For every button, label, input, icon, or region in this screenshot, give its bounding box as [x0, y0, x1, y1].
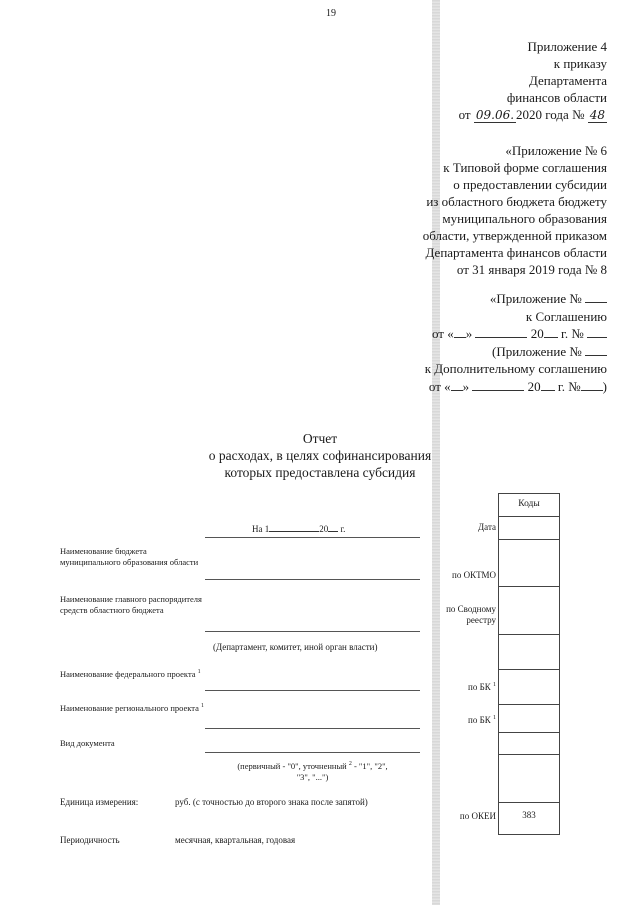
codes-cell-divider: [499, 669, 559, 670]
doc-type-hint: (первичный - "0", уточненный $^2$ - "1", "2", "3", "..."): [237, 760, 388, 782]
codes-cell-divider: [499, 586, 559, 587]
agreement-block: [425, 290, 607, 395]
unit-value: руб. (с точностью до второго знака после запятой): [175, 797, 368, 807]
agreement-line-6: от « » 20 г. № ): [428, 378, 607, 394]
federal-project-field: [205, 690, 420, 691]
bk-label-2: по БК $^1$: [468, 715, 496, 725]
appendix4-line: Департамента: [528, 73, 607, 88]
federal-project-label: Наименование федерального проекта $^1$: [60, 668, 201, 679]
manager-name-field: [205, 631, 420, 632]
codes-cell-divider: [499, 634, 559, 635]
page-number: 19: [326, 8, 336, 19]
date-underline: [205, 537, 420, 538]
report-title: [0, 430, 640, 481]
report-title-line: о расходах, в целях софинансирования: [208, 448, 432, 463]
report-title-line: Отчет: [302, 431, 338, 446]
report-date: На 1 20 г.: [252, 524, 346, 534]
codes-cell-divider: [499, 516, 559, 517]
appendix6-line: от 31 января 2019 года № 8: [456, 262, 607, 277]
unit-label: Единица измерения:: [60, 797, 139, 807]
codes-cell-divider: [499, 704, 559, 705]
handwritten-date: 09.06.: [475, 108, 515, 122]
doc-type-field: [205, 752, 420, 753]
appendix4-line: к приказу: [553, 56, 607, 71]
agreement-line-3: от « » 20 г. №: [425, 325, 607, 343]
date-prefix: от: [458, 107, 471, 122]
bk-label-1: по БК $^1$: [468, 682, 496, 692]
codes-header: Коды: [518, 499, 540, 509]
appendix6-line: о предоставлении субсидии: [453, 177, 607, 192]
appendix4-line: финансов области: [506, 90, 607, 105]
handwritten-number: 48: [589, 108, 605, 122]
codes-cell-divider: [499, 802, 559, 803]
period-value: месячная, квартальная, годовая: [175, 835, 296, 845]
okei-label: по ОКЕИ: [459, 811, 496, 821]
appendix6-line: муниципального образования: [442, 211, 607, 226]
period-label: Периодичность: [60, 835, 120, 845]
agreement-line-5: к Дополнительному соглашению: [424, 361, 607, 376]
date-suffix: 2020 года: [516, 107, 569, 122]
codes-cell-divider: [499, 754, 559, 755]
codes-cell-divider: [499, 732, 559, 733]
agreement-line-1: «Приложение №: [425, 290, 607, 308]
appendix6-header: [423, 142, 607, 278]
budget-name-label: Наименование бюджета муниципального образования области: [60, 546, 199, 567]
appendix4-line: Приложение 4: [527, 39, 607, 54]
doc-type-label: Вид документа: [60, 738, 115, 748]
agreement-line-2: к Соглашению: [525, 308, 607, 324]
regional-project-field: [205, 728, 420, 729]
appendix6-line: области, утвержденной приказом: [422, 228, 607, 243]
appendix6-line: «Приложение № 6: [505, 143, 607, 158]
codes-table: [498, 493, 560, 835]
okei-code: 383: [522, 810, 536, 820]
date-label: Дата: [478, 522, 496, 532]
department-hint: (Департамент, комитет, иной орган власти): [213, 642, 378, 652]
number-label: №: [572, 107, 585, 122]
oktmo-label: по ОКТМО: [452, 570, 496, 580]
appendix6-line: из областного бюджета бюджету: [426, 194, 607, 209]
appendix6-line: к Типовой форме соглашения: [443, 160, 607, 175]
manager-name-label: Наименование главного распорядителя средств областного бюджета: [60, 594, 202, 615]
regional-project-label: Наименование регионального проекта $^1$: [60, 702, 205, 713]
budget-name-field: [205, 579, 420, 580]
agreement-line-4: (Приложение №: [425, 343, 607, 361]
appendix4-date-line: [459, 106, 607, 123]
svod-label: по Сводному реестру: [446, 604, 496, 625]
appendix4-header: [459, 38, 607, 123]
report-title-line: которых предоставлена субсидия: [224, 465, 416, 480]
appendix6-line: Департамента финансов области: [425, 245, 607, 260]
codes-cell-divider: [499, 539, 559, 540]
